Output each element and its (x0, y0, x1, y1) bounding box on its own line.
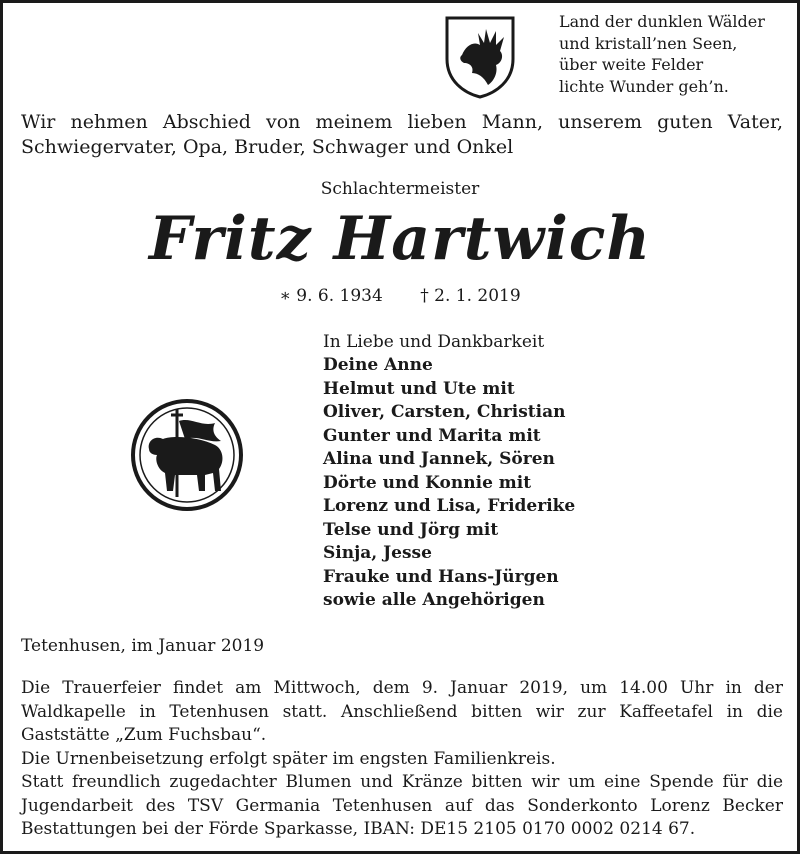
mourner-name: Frauke und Hans-Jürgen (323, 566, 559, 587)
deceased-title: Schlachtermeister (320, 179, 480, 199)
place-date: Tetenhusen, im Januar 2019 (21, 636, 265, 656)
mourner-name: Gunter und Marita mit (323, 425, 541, 446)
intro-text: Wir nehmen Abschied von meinem lieben Mann, unserem guten Vater, Schwiegervater, Opa, Bruder, Schwager und Onkel (21, 111, 783, 158)
mourner-name: Sinja, Jesse (323, 543, 432, 563)
life-dates (3, 286, 797, 306)
funeral-info (21, 677, 783, 842)
mourners-lead: In Liebe und Dankbarkeit (323, 332, 545, 352)
death-date: † 2. 1. 2019 (420, 286, 521, 306)
mourner-name: Lorenz und Lisa, Friderike (323, 496, 576, 516)
mourner-name: Deine Anne (323, 355, 433, 375)
ceremony-text: Die Trauerfeier findet am Mittwoch, dem 9. Januar 2019, um 14.00 Uhr in der Waldkapelle in Tetenhusen statt. Anschließend bitten wir zur Kaffeetafel in die Gaststätte „Zum Fuchsbau“. (21, 678, 783, 745)
poem-line: und kristall’nen Seen, (559, 33, 738, 53)
mourner-name: Telse und Jörg mit (323, 519, 499, 540)
mourner-name: Dörte und Konnie mit (323, 472, 532, 493)
mourner-name: Alina und Jannek, Sören (323, 449, 555, 469)
mourner-name: Oliver, Carsten, Christian (323, 402, 566, 422)
coat-of-arms-icon (444, 15, 516, 99)
donation-text: Statt freundlich zugedachter Blumen und Kränze bitten wir um eine Spende für die Jugendarbeit des TSV Germania Tetenhusen auf das Sonderkonto Lorenz Becker Bestattungen bei der Förde Sparkasse, IBAN: DE15 2105 0170 0002 0214 67. (21, 772, 783, 839)
mourner-name: Helmut und Ute mit (323, 378, 515, 399)
mourner-name: sowie alle Angehörigen (323, 590, 545, 610)
poem-line: über weite Felder (559, 55, 704, 74)
poem (559, 11, 799, 97)
lamb-emblem-icon (129, 397, 245, 513)
deceased-name: Fritz Hartwich (148, 204, 652, 274)
birth-date: ∗ 9. 6. 1934 (279, 286, 383, 306)
poem-line: Land der dunklen Wälder (559, 12, 765, 31)
urn-text: Die Urnenbeisetzung erfolgt später im engsten Familienkreis. (21, 748, 556, 769)
poem-line: lichte Wunder geh’n. (559, 76, 729, 96)
mourners-list (323, 330, 575, 613)
